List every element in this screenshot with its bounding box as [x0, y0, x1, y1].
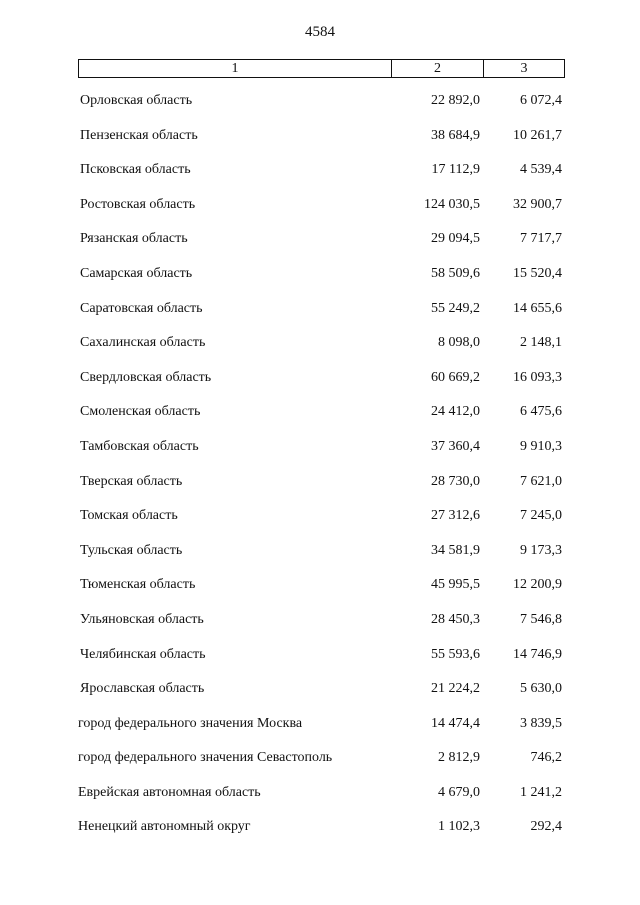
table-row	[0, 677, 640, 712]
value-column-3: 292,4	[530, 819, 562, 835]
value-column-2: 45 995,5	[431, 577, 480, 593]
table-row	[0, 573, 640, 608]
table-header	[78, 59, 565, 78]
table-row	[0, 643, 640, 678]
region-name: Ярославская область	[80, 681, 205, 697]
value-column-2: 24 412,0	[431, 404, 480, 420]
value-column-2: 22 892,0	[431, 93, 480, 108]
region-name: Ростовская область	[80, 196, 196, 212]
value-column-2: 21 224,2	[431, 681, 480, 697]
value-column-2: 29 094,5	[431, 231, 480, 247]
value-column-3: 12 200,9	[513, 577, 562, 593]
table-row	[0, 89, 640, 124]
value-column-3: 4 539,4	[520, 162, 562, 178]
table-row	[0, 193, 640, 228]
table-row	[0, 124, 640, 159]
value-column-3: 10 261,7	[513, 127, 562, 143]
region-name: Орловская область	[80, 93, 193, 108]
region-name: Ульяновская область	[80, 611, 204, 627]
region-name: Псковская область	[80, 162, 191, 178]
table-row	[0, 781, 640, 816]
value-column-3: 32 900,7	[513, 196, 562, 212]
value-column-2: 58 509,6	[431, 265, 480, 281]
region-name: Свердловская область	[80, 369, 212, 385]
value-column-3: 7 621,0	[520, 473, 562, 489]
value-column-3: 9 910,3	[520, 438, 562, 454]
table-row	[0, 262, 640, 297]
table-row	[0, 608, 640, 643]
table-row	[0, 331, 640, 366]
region-name: Самарская область	[80, 265, 193, 281]
table-row	[0, 815, 640, 850]
region-name: Томская область	[80, 508, 178, 524]
value-column-3: 7 245,0	[520, 508, 562, 524]
value-column-2: 38 684,9	[431, 127, 480, 143]
value-column-3: 3 839,5	[520, 715, 562, 731]
table-row	[0, 504, 640, 539]
value-column-2: 124 030,5	[424, 196, 480, 212]
value-column-3: 15 520,4	[513, 265, 562, 281]
value-column-2: 8 098,0	[438, 335, 480, 351]
region-name: Челябинская область	[80, 646, 206, 662]
value-column-3: 1 241,2	[520, 784, 562, 800]
table-row	[0, 227, 640, 262]
region-name: Рязанская область	[80, 231, 188, 247]
value-column-3: 746,2	[530, 750, 562, 766]
value-column-3: 6 475,6	[520, 404, 562, 420]
value-column-2: 34 581,9	[431, 542, 480, 558]
value-column-2: 28 450,3	[431, 611, 480, 627]
region-name: Пензенская область	[80, 127, 198, 143]
region-name: Смоленская область	[80, 404, 201, 420]
table-row	[0, 470, 640, 505]
value-column-2: 60 669,2	[431, 369, 480, 385]
column-header-2: 2	[392, 60, 484, 77]
region-name: Тюменская область	[80, 577, 196, 593]
value-column-2: 55 249,2	[431, 300, 480, 316]
region-name: город федерального значения Севастополь	[78, 750, 333, 766]
column-header-3: 3	[520, 60, 528, 76]
value-column-2: 4 679,0	[438, 784, 480, 800]
value-column-3: 16 093,3	[513, 369, 562, 385]
table-row	[0, 400, 640, 435]
region-name: город федерального значения Москва	[78, 715, 303, 731]
value-column-3: 14 746,9	[513, 646, 562, 662]
table-row	[0, 297, 640, 332]
column-header-1: 1	[79, 60, 392, 77]
value-column-2: 2 812,9	[438, 750, 480, 766]
value-column-3: 5 630,0	[520, 681, 562, 697]
region-name: Тверская область	[80, 473, 183, 489]
region-name: Тульская область	[80, 542, 183, 558]
value-column-3: 14 655,6	[513, 300, 562, 316]
region-name: Еврейская автономная область	[78, 784, 261, 800]
region-name: Тамбовская область	[80, 438, 199, 454]
value-column-3: 9 173,3	[520, 542, 562, 558]
table-row	[0, 366, 640, 401]
table-row	[0, 539, 640, 574]
value-column-3: 7 546,8	[520, 611, 562, 627]
region-name: Ненецкий автономный округ	[78, 819, 251, 835]
value-column-3: 7 717,7	[520, 231, 562, 247]
value-column-3: 6 072,4	[520, 93, 562, 108]
value-column-2: 1 102,3	[438, 819, 480, 835]
value-column-3: 2 148,1	[520, 335, 562, 351]
table-row	[0, 435, 640, 470]
page-number: 4584	[305, 24, 335, 40]
value-column-2: 37 360,4	[431, 438, 480, 454]
value-column-2: 14 474,4	[431, 715, 480, 731]
table-row	[0, 746, 640, 781]
table-row	[0, 712, 640, 747]
value-column-2: 55 593,6	[431, 646, 480, 662]
value-column-2: 27 312,6	[431, 508, 480, 524]
region-name: Сахалинская область	[80, 335, 206, 351]
value-column-2: 17 112,9	[431, 162, 480, 178]
value-column-2: 28 730,0	[431, 473, 480, 489]
table-row	[0, 158, 640, 193]
table-body	[0, 89, 640, 850]
region-name: Саратовская область	[80, 300, 203, 316]
